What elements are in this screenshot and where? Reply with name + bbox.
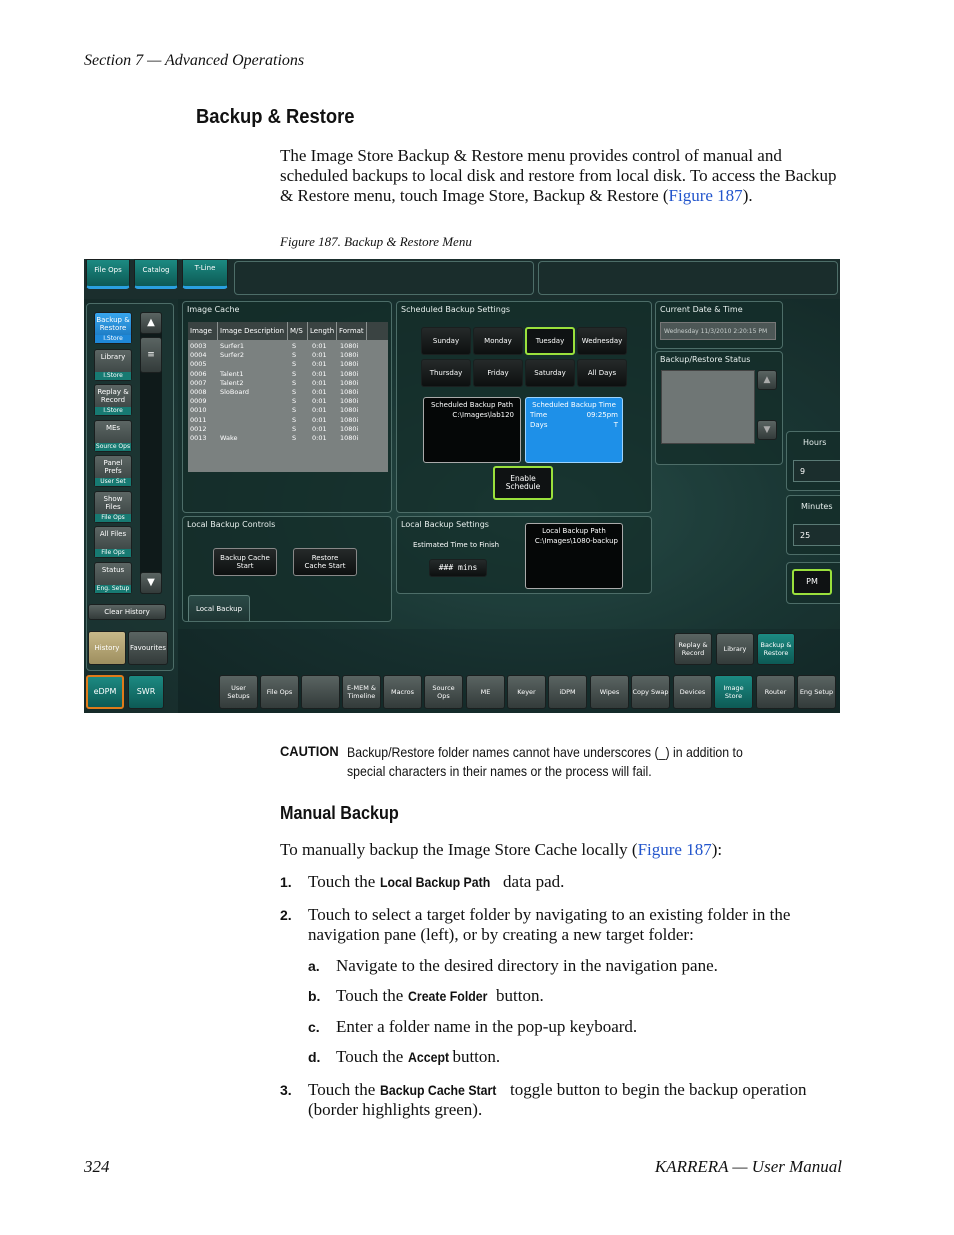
table-row[interactable] [190,416,370,425]
table-cell: 1080i [340,378,359,387]
table-cell [220,360,292,369]
table-cell: 0006 [190,369,207,378]
step-3: Touch the Backup Cache Start toggle button to begin the backup operation (border highlights green). [308,1080,807,1119]
pm-button[interactable]: PM [792,569,832,595]
table-cell: 0004 [190,351,207,360]
step-3-number: 3. [280,1082,292,1098]
accept-term: Accept [407,1049,449,1065]
manual-intro: To manually backup the Image Store Cache locally (Figure 187): [280,840,723,859]
current-datetime-panel [655,301,783,349]
table-row[interactable] [190,342,370,351]
table-cell: Surfer1 [220,342,245,350]
backup-restore-menu-screenshot [84,259,840,713]
table-cell [220,425,292,434]
cache-table-body [188,340,388,472]
table-cell: S [292,378,297,387]
menu-me[interactable]: ME [466,675,505,709]
table-row[interactable] [190,425,370,434]
step-2c: Enter a folder name in the pop-up keyboard. [336,1017,638,1036]
menu-keyer[interactable]: Keyer [507,675,546,709]
table-cell: S [292,397,297,406]
table-cell: 0:01 [312,406,327,415]
local-backup-tab[interactable]: Local Backup [188,595,250,621]
step-2a: Navigate to the desired directory in the navigation pane. [336,956,718,975]
scroll-thumb[interactable]: ≡ [140,337,162,373]
local-controls-title: Local Backup Controls [187,520,276,529]
menu-router[interactable]: Router [756,675,795,709]
table-cell: S [292,434,297,442]
scheduled-title: Scheduled Backup Settings [401,305,511,314]
table-cell: Talent1 [220,369,244,378]
table-row[interactable] [190,388,370,397]
table-cell: 0007 [190,378,207,387]
menu-blank[interactable] [301,675,340,709]
manual-backup-heading: Manual Backup [280,803,399,823]
image-cache-table[interactable] [188,322,388,472]
table-cell: 0:01 [312,378,327,387]
local-backup-path-pad[interactable]: Local Backup Path C:\Images\1080-backup [525,523,623,589]
step-2d-number: d. [308,1049,321,1065]
restore-cache-start-button[interactable]: Restore Cache Start [293,548,357,576]
table-row[interactable] [190,370,370,379]
table-row[interactable] [190,351,370,360]
step-2a-number: a. [308,958,320,974]
nav-status[interactable]: Status Eng. Setup [94,562,132,594]
table-cell: Surfer2 [220,351,245,360]
table-cell: 0005 [190,360,207,369]
table-cell: S [292,351,297,360]
nav-all-files[interactable]: All Files File Ops [94,526,132,558]
caution-label: CAUTION [280,743,339,759]
backup-cache-start-button[interactable]: Backup Cache Start [213,548,277,576]
scroll-down-icon[interactable]: ▼ [140,572,162,594]
table-cell: 1080i [340,415,359,424]
subtab-replay-record[interactable]: Replay & Record [674,633,712,665]
table-row[interactable] [190,360,370,369]
table-row[interactable] [190,434,370,443]
hours-panel [786,431,840,491]
day-sunday-button[interactable]: Sunday [421,327,471,355]
top-status-field-2 [538,261,838,295]
table-cell: 0:01 [312,415,327,424]
table-cell: 0:01 [312,360,327,369]
clear-history-button[interactable]: Clear History [88,604,166,620]
day-tuesday-button[interactable]: Tuesday [525,327,575,355]
swr-button[interactable]: SWR [128,675,164,709]
menu-idpm[interactable]: iDPM [548,675,587,709]
table-cell: S [292,342,297,350]
backup-status-panel [655,351,783,465]
step-1: Touch the Local Backup Path data pad. [308,872,565,891]
nav-mes[interactable]: MEs Source Ops [94,420,132,452]
nav-backup-restore[interactable]: Backup & Restore I.Store [94,312,132,344]
image-cache-title: Image Cache [187,305,240,314]
step-2b: Touch the Create Folder button. [336,986,544,1005]
table-cell: 0:01 [312,434,327,442]
nav-replay-record[interactable]: Replay & Record I.Store [94,384,132,416]
menu-wipes[interactable]: Wipes [590,675,629,709]
favourites-tab[interactable]: Favourites [128,631,168,665]
menu-user-setups[interactable]: User Setups [219,675,258,709]
minutes-panel [786,495,840,555]
table-cell [220,416,292,425]
table-cell: 1080i [340,369,359,378]
scheduled-backup-panel [396,301,652,513]
col-description: Image Description [218,322,288,340]
table-row[interactable] [190,406,370,415]
menu-copy-swap[interactable]: Copy Swap [631,675,670,709]
tab-catalog[interactable]: Catalog [134,259,178,289]
tab-t-line[interactable]: T-Line [182,259,228,289]
table-cell: Talent2 [220,378,244,387]
col-image: Image [188,322,218,340]
table-cell: 0:01 [312,388,327,396]
table-cell: 1080i [340,406,359,415]
table-row[interactable] [190,379,370,388]
footer-title: KARRERA — User Manual [654,1157,842,1176]
estimated-time-value: ### mins [429,559,487,577]
datetime-title: Current Date & Time [660,305,743,314]
table-cell: S [292,369,297,378]
local-backup-path-term: Local Backup Path [379,874,490,890]
step-1-number: 1. [280,874,292,890]
table-cell: 0:01 [312,397,327,406]
minutes-field[interactable]: 25 [793,524,840,546]
figure-link[interactable]: Figure 187 [668,186,743,205]
col-ms: M/S [288,322,308,340]
figure-caption: Figure 187. Backup & Restore Menu [280,234,472,249]
day-friday-button[interactable]: Friday [473,359,523,387]
menu-devices[interactable]: Devices [673,675,712,709]
table-row[interactable] [190,397,370,406]
figure-link-2[interactable]: Figure 187 [637,840,712,859]
page-number: 324 [84,1157,110,1176]
table-cell: 0:01 [312,351,327,360]
table-cell: 0003 [190,342,207,350]
minutes-label: Minutes [801,502,833,511]
table-cell: 0:01 [312,424,327,433]
running-header: Section 7 — Advanced Operations [84,52,305,69]
section-title: Backup & Restore [196,106,355,128]
create-folder-term: Create Folder [407,988,487,1004]
status-scroll-up-icon[interactable]: ▲ [757,370,777,390]
step-2b-number: b. [308,988,321,1004]
table-cell: S [292,415,297,424]
edpm-button[interactable]: eDPM [86,675,124,709]
step-2c-number: c. [308,1019,320,1035]
scheduled-backup-path-pad[interactable]: Scheduled Backup Path C:\Images\lab120 [423,397,521,463]
table-cell [220,406,292,415]
table-cell: 1080i [340,434,359,442]
nav-show-files[interactable]: Show Files File Ops [94,491,132,523]
day-saturday-button[interactable]: Saturday [525,359,575,387]
table-cell: 0013 [190,434,207,442]
nav-library[interactable]: Library I.Store [94,349,132,381]
hours-label: Hours [803,438,827,447]
tab-file-ops[interactable]: File Ops [86,259,130,289]
enable-schedule-button[interactable]: Enable Schedule [493,466,553,500]
table-cell: 0012 [190,424,207,433]
status-display [661,370,755,444]
table-cell: 0009 [190,397,207,406]
estimated-time-label: Estimated Time to Finish [413,541,500,549]
table-cell: 1080i [340,342,359,350]
menu-macros[interactable]: Macros [383,675,422,709]
image-cache-panel [182,301,392,513]
table-cell: 0010 [190,406,207,415]
menu-source-ops[interactable]: Source Ops [424,675,463,709]
menu-eng-setup[interactable]: Eng Setup [797,675,836,709]
caution-text: Backup/Restore folder names cannot have underscores (_) in addition to special characters in their names or the process will fail. [347,744,743,779]
local-settings-title: Local Backup Settings [401,520,489,529]
table-cell: 0011 [190,415,207,424]
day-thursday-button[interactable]: Thursday [421,359,471,387]
status-title: Backup/Restore Status [660,355,751,364]
table-cell: 0:01 [312,342,327,350]
table-cell: S [292,424,297,433]
intro-paragraph: The Image Store Backup & Restore menu provides control of manual and scheduled backups to local disk and restore from local disk. To access the Backup & Restore menu, touch Image Store, Backup & Restore (Figure 187). [280,146,837,205]
table-cell: S [292,360,297,369]
table-cell: 1080i [340,388,359,396]
history-tab[interactable]: History [88,631,126,665]
day-all-days-button[interactable]: All Days [577,359,627,387]
backup-cache-start-term: Backup Cache Start [379,1082,496,1098]
table-cell: 1080i [340,360,359,369]
table-cell: S [292,406,297,415]
day-wednesday-button[interactable]: Wednesday [577,327,627,355]
menu-image-store[interactable]: Image Store [714,675,753,709]
table-cell: S [292,388,297,396]
local-backup-settings-panel [396,516,652,594]
status-scroll-down-icon[interactable]: ▼ [757,420,777,440]
step-2: Touch to select a target folder by navigating to an existing folder in the navigation pane (left), or by creating a new target folder: [308,905,791,944]
col-format: Format [337,322,367,340]
day-monday-button[interactable]: Monday [473,327,523,355]
table-cell: 1080i [340,351,359,360]
table-cell [220,397,292,406]
scheduled-backup-time-pad[interactable]: Scheduled Backup Time Time 09:25pm Days T [525,397,623,463]
table-cell: 1080i [340,424,359,433]
table-cell: SloBoard [220,388,250,396]
subtab-backup-restore[interactable]: Backup & Restore [757,633,795,665]
datetime-field: Wednesday 11/3/2010 2:20:15 PM [660,322,776,340]
table-cell: Wake [220,434,238,442]
table-cell: 0008 [190,388,207,396]
menu-emem-timeline[interactable]: E-MEM & Timeline [342,675,381,709]
hours-field[interactable]: 9 [793,460,840,482]
step-2-number: 2. [280,907,292,923]
cache-table-header [188,322,388,340]
subtab-library[interactable]: Library [716,633,754,665]
top-status-field-1 [234,261,534,295]
col-length: Length [308,322,337,340]
step-2d: Touch the Accept button. [336,1047,501,1066]
scroll-up-icon[interactable]: ▲ [140,312,162,334]
table-cell: 1080i [340,397,359,406]
table-cell: 0:01 [312,369,327,378]
menu-file-ops[interactable]: File Ops [260,675,299,709]
nav-panel-prefs[interactable]: Panel Prefs User Set [94,455,132,487]
